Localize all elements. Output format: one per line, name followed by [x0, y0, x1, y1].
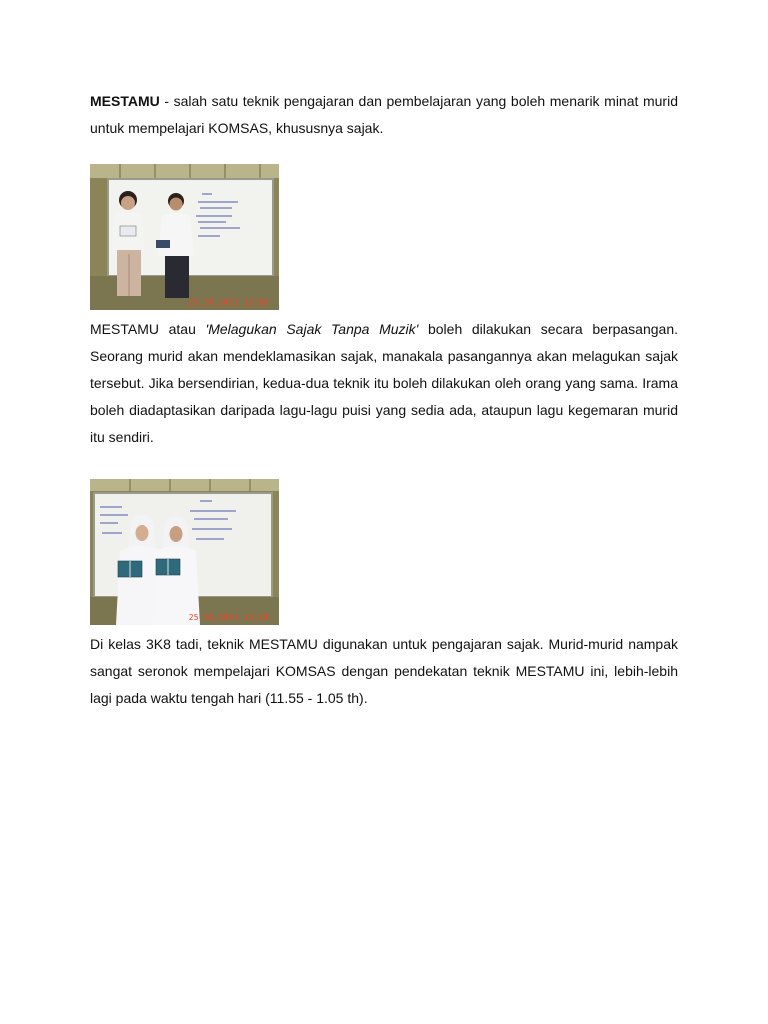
description-paragraph	[90, 316, 678, 451]
closing-paragraph: Di kelas 3K8 tadi, teknik MESTAMU digunakan untuk pengajaran sajak. Murid-murid nampak sangat seronok mempelajari KOMSAS dengan pendekatan teknik MESTAMU ini, lebih-lebih lagi pada waktu tengah hari (11.55 - 1.05 th).	[90, 636, 678, 706]
intro-paragraph	[90, 88, 678, 142]
description-text-start: MESTAMU atau	[90, 321, 206, 337]
description-text-rest: boleh dilakukan secara berpasangan. Seorang murid akan mendeklamasikan sajak, manakala pasangannya akan melagukan sajak tersebut. Jika bersendirian, kedua-dua teknik itu boleh dilakukan oleh orang yang sama. Irama boleh diadaptasikan daripada lagu-lagu puisi yang sedia ada, ataupun lagu kegemaran murid itu sendiri.	[90, 321, 678, 445]
intro-lead-term: MESTAMU	[90, 93, 160, 109]
classroom-photo-boys	[90, 164, 279, 310]
photo-girls-illustration	[90, 479, 279, 625]
photo-date-stamp: 25.10.2011 12:10	[188, 613, 269, 622]
photo-boys-illustration	[90, 164, 279, 310]
photo-date-stamp: 25.10.2011 12:05	[188, 298, 269, 307]
classroom-photo-girls	[90, 479, 279, 625]
intro-text: - salah satu teknik pengajaran dan pembelajaran yang boleh menarik minat murid untuk mempelajari KOMSAS, khususnya sajak.	[90, 93, 678, 136]
document-page	[90, 88, 678, 712]
technique-name: 'Melagukan Sajak Tanpa Muzik'	[205, 321, 419, 337]
